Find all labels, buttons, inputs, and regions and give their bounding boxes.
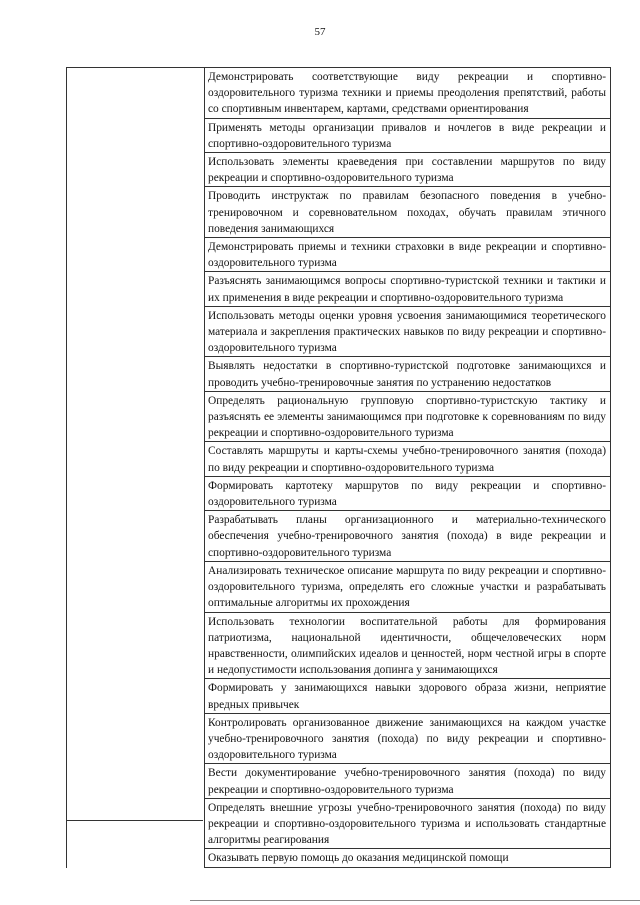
skill-row: Определять внешние угрозы учебно-тренировочного занятия (похода) по виду рекреации и спортивно-оздоровительного туризма и использовать стандартные алгоритмы реагирования [205, 799, 610, 850]
table-bottom-border [66, 820, 203, 821]
skill-row: Оказывать первую помощь до оказания медицинской помощи [205, 849, 610, 867]
skill-row: Вести документирование учебно-тренировочного занятия (похода) по виду рекреации и спортивно-оздоровительного туризма [205, 764, 610, 798]
skill-row: Проводить инструктаж по правилам безопасного поведения в учебно-тренировочном и соревновательном походах, обучать правилам этичного поведения занимающихся [205, 187, 610, 238]
skill-row: Анализировать техническое описание маршрута по виду рекреации и спортивно-оздоровительного туризма, определять его сложные участки и разрабатывать оптимальные алгоритмы их прохождения [205, 562, 610, 613]
skills-table [66, 67, 611, 868]
skill-row: Определять рациональную групповую спортивно-туристскую тактику и разъяснять ее элементы занимающимся при подготовке к соревнованиям по виду рекреации и спортивно-оздоровительного туризма [205, 392, 610, 443]
skill-row: Использовать методы оценки уровня усвоения занимающимися теоретического материала и закрепления практических навыков по виду рекреации и спортивно-оздоровительного туризма [205, 307, 610, 358]
skill-row: Формировать у занимающихся навыки здорового образа жизни, неприятие вредных привычек [205, 679, 610, 713]
skill-row: Использовать технологии воспитательной работы для формирования патриотизма, национальной идентичности, общечеловеческих норм нравственности, олимпийских идеалов и ценностей, норм честной игры в спорте и недопустимости использования допинга у занимающихся [205, 613, 610, 680]
skills-column [205, 68, 611, 868]
label-column-cell [67, 68, 205, 868]
skill-row: Демонстрировать приемы и техники страховки в виде рекреации и спортивно-оздоровительного туризма [205, 238, 610, 272]
skill-row: Демонстрировать соответствующие виду рекреации и спортивно-оздоровительного туризма техники и приемы преодоления препятствий, работы со спортивным инвентарем, картами, средствами ориентирования [205, 68, 610, 119]
skill-row: Применять методы организации привалов и ночлегов в виде рекреации и спортивно-оздоровительного туризма [205, 119, 610, 153]
skill-row: Составлять маршруты и карты-схемы учебно-тренировочного занятия (похода) по виду рекреации и спортивно-оздоровительного туризма [205, 442, 610, 476]
scan-edge-line [190, 900, 640, 901]
skill-row: Использовать элементы краеведения при составлении маршрутов по виду рекреации и спортивно-оздоровительного туризма [205, 153, 610, 187]
page-number: 57 [314, 26, 326, 38]
skill-row: Разъяснять занимающимся вопросы спортивно-туристской техники и тактики и их применения в виде рекреации и спортивно-оздоровительного туризма [205, 272, 610, 306]
skill-row: Разрабатывать планы организационного и материально-технического обеспечения учебно-тренировочного занятия (похода) в виде рекреации и спортивно-оздоровительного туризма [205, 511, 610, 562]
skill-row: Формировать картотеку маршрутов по виду рекреации и спортивно-оздоровительного туризма [205, 477, 610, 511]
skill-row: Контролировать организованное движение занимающихся на каждом участке учебно-тренировочного занятия (похода) по виду рекреации и спортивно-оздоровительного туризма [205, 714, 610, 765]
skill-row: Выявлять недостатки в спортивно-туристской подготовке занимающихся и проводить учебно-тренировочные занятия по устранению недостатков [205, 357, 610, 391]
